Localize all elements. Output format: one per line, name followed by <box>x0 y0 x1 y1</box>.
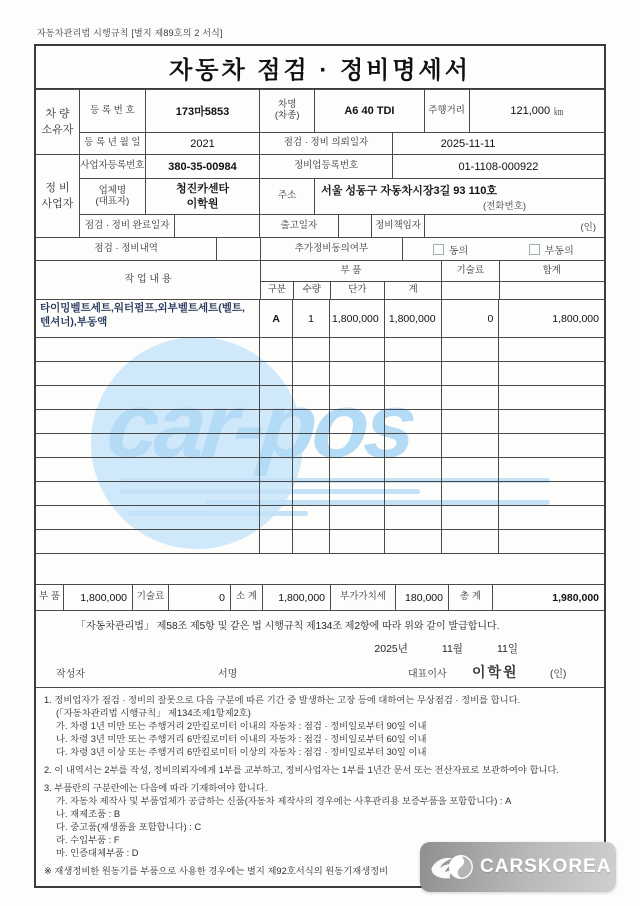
empty-cell <box>385 530 442 553</box>
work-qty: 1 <box>293 300 330 337</box>
empty-cell <box>260 362 293 385</box>
work-row <box>36 299 604 337</box>
writer-label: 작성자 <box>56 669 85 680</box>
qty-header: 수량 <box>294 282 331 299</box>
empty-cell <box>442 338 500 361</box>
representative-name: 이학원 <box>186 197 219 210</box>
total-subheader-empty <box>500 282 604 299</box>
empty-cell <box>330 386 385 409</box>
request-date-label: 점검 · 정비 의뢰일자 <box>260 133 392 154</box>
note-line: 마. 인증대체부품 : D <box>56 848 139 858</box>
regulation-note: 자동차관리법 시행규칙 [별지 제89호의 2 서식] <box>37 28 223 38</box>
address-value: 서울 성동구 자동차시장3길 93 110호 <box>321 184 497 197</box>
work-table-header <box>36 260 604 299</box>
work-total: 1,800,000 <box>552 312 599 325</box>
empty-cell <box>442 482 500 505</box>
carskorea-logo-icon <box>428 849 480 885</box>
reg-date-label: 등 록 년 월 일 <box>80 133 146 154</box>
empty-cell <box>293 434 330 457</box>
empty-cell <box>499 482 604 505</box>
work-category: A <box>260 300 293 337</box>
empty-cell <box>499 338 604 361</box>
release-date-value <box>339 215 372 237</box>
work-column-header: 작 업 내 용 <box>36 261 261 299</box>
empty-work-row <box>36 385 604 409</box>
mileage-value: 121,000 ㎞ <box>510 105 564 117</box>
note-line: ※ 재생정비한 원동기를 부품으로 사용한 경우에는 별지 제92호서식의 원동기재생정비 <box>44 866 389 876</box>
page-title: 자동차 점검 · 정비명세서 <box>169 56 471 84</box>
totals-row <box>36 584 604 610</box>
empty-cell <box>36 338 260 361</box>
empty-cell <box>385 458 442 481</box>
note-line: 1. 정비업자가 점검 · 정비의 잘못으로 다음 구분에 따른 기간 중 발생하는 고장 등에 대하여는 무상점검 · 정비를 합니다. <box>44 695 521 705</box>
totals-subtotal-value: 1,800,000 <box>263 585 331 610</box>
empty-cell <box>260 410 293 433</box>
company-name: 청진카센타 <box>175 183 230 196</box>
empty-cell <box>36 410 260 433</box>
empty-cell <box>36 434 260 457</box>
vehicle-name-label: 차명 (차종) <box>260 90 315 132</box>
empty-cell <box>36 458 260 481</box>
totals-parts-value: 1,800,000 <box>64 585 133 610</box>
empty-cell <box>293 506 330 529</box>
empty-cell <box>36 386 260 409</box>
empty-cell <box>293 530 330 553</box>
note-line: 라. 수입부품 : F <box>56 835 120 845</box>
empty-cell <box>293 482 330 505</box>
note-line: 2. 이 내역서는 2부를 작성, 정비의뢰자에게 1부를 교부하고, 정비사업자는 1부를 1년간 문서 또는 전산자료로 보관하여야 합니다. <box>44 765 559 775</box>
work-unit-price: 1,800,000 <box>330 300 385 337</box>
total-header: 합계 <box>542 264 561 276</box>
ceo-name: 이학원 <box>472 666 519 681</box>
category-header: 구분 <box>261 282 294 299</box>
ceo-label: 대표이사 <box>408 669 447 680</box>
reg-date-value: 2021 <box>146 133 261 154</box>
mileage-label: 주행거리 <box>425 90 470 132</box>
empty-cell <box>385 338 442 361</box>
mileage-unit: ㎞ <box>554 106 564 117</box>
address-cell <box>315 179 604 214</box>
statement-form <box>34 44 606 888</box>
work-labor: 0 <box>442 300 500 337</box>
agree-label: 동의 <box>448 245 469 257</box>
empty-cell <box>36 362 260 385</box>
empty-cell <box>260 506 293 529</box>
empty-cell <box>36 506 260 529</box>
service-provider-label-2: 사업자 <box>41 198 74 210</box>
empty-cell <box>293 338 330 361</box>
carpos-watermark-text: car-pos <box>102 375 418 477</box>
issue-day: 11일 <box>496 642 518 655</box>
totals-grand-value: 1,980,000 <box>552 591 599 604</box>
service-reg-label: 정비업등록번호 <box>260 155 393 178</box>
empty-cell <box>385 482 442 505</box>
empty-cell <box>260 482 293 505</box>
empty-rows-container <box>36 337 604 553</box>
empty-cell <box>385 506 442 529</box>
note-line: (「자동차관리법 시행규칙」 제134조제1항제2호) <box>56 708 251 718</box>
empty-work-row <box>36 337 604 361</box>
totals-parts-label: 부 품 <box>36 585 64 610</box>
disagree-label: 부동의 <box>544 245 574 257</box>
empty-work-row <box>36 481 604 505</box>
empty-cell <box>499 458 604 481</box>
issuance-statement-row <box>36 610 604 637</box>
issuance-statement: 「자동차관리법」 제58조 제5항 및 같은 법 시행규칙 제134조 제2항에 따라 위와 같이 발급합니다. <box>76 620 500 632</box>
vehicle-owner-section-label <box>36 90 80 154</box>
labor-subheader-empty <box>442 282 500 299</box>
empty-cell <box>442 434 500 457</box>
service-provider-label-1: 정 비 <box>45 181 70 194</box>
manager-seal: (인) <box>580 222 597 233</box>
empty-cell <box>499 506 604 529</box>
manager-label: 정비책임자 <box>372 215 426 237</box>
title-row <box>36 46 604 89</box>
details-label: 점검 · 정비내역 <box>36 238 217 260</box>
release-date-label: 출고일자 <box>260 215 339 237</box>
totals-subtotal-label: 소 계 <box>231 585 263 610</box>
empty-cell <box>499 410 604 433</box>
details-consent-row <box>36 237 604 260</box>
totals-labor-label: 기술료 <box>133 585 169 610</box>
empty-work-row <box>36 361 604 385</box>
empty-cell <box>293 362 330 385</box>
empty-work-row <box>36 505 604 529</box>
work-line-total: 1,800,000 <box>385 300 442 337</box>
empty-work-row <box>36 529 604 553</box>
totals-labor-value: 0 <box>169 585 231 610</box>
totals-grand-label: 총 계 <box>449 585 493 610</box>
empty-cell <box>330 530 385 553</box>
empty-cell <box>442 530 500 553</box>
biz-reg-label: 사업자등록번호 <box>80 155 146 178</box>
note-line: 다. 차령 3년 이상 또는 주행거리 6만킬로미터 이상의 자동차 : 점검 · 정비일로부터 30일 이내 <box>56 747 427 757</box>
biz-reg-value: 380-35-00984 <box>146 155 261 178</box>
vehicle-owner-block <box>36 89 604 154</box>
empty-cell <box>385 434 442 457</box>
empty-cell <box>260 338 293 361</box>
service-provider-section-label <box>36 155 80 237</box>
note-line: 가. 자동차 제작사 및 부품업체가 공급하는 신품(자동차 제작사의 경우에는 사후관리용 보증부품을 포함합니다) : A <box>56 796 512 806</box>
carskorea-badge <box>420 842 616 892</box>
vehicle-name-value: A6 40 TDI <box>315 90 425 132</box>
empty-cell <box>293 410 330 433</box>
empty-work-row <box>36 457 604 481</box>
line-total-header: 계 <box>385 282 442 299</box>
empty-cell <box>330 482 385 505</box>
empty-cell <box>499 362 604 385</box>
note-line: 나. 차령 3년 미만 또는 주행거리 6만킬로미터 이내의 자동차 : 점검 · 정비일로부터 60일 이내 <box>56 734 427 744</box>
empty-cell <box>442 506 500 529</box>
carskorea-badge-text: CARSKOREA <box>480 856 612 877</box>
consent-label: 추가정비동의여부 <box>261 238 403 260</box>
empty-cell <box>293 458 330 481</box>
reg-no-label: 등 록 번 호 <box>80 90 146 132</box>
note-line: 가. 차령 1년 미만 또는 주행거리 2만킬로미터 이내의 자동차 : 점검 · 정비일로부터 90일 이내 <box>56 721 427 731</box>
service-provider-block <box>36 154 604 237</box>
empty-cell <box>260 434 293 457</box>
writer-row <box>36 659 604 687</box>
complete-date-value <box>175 215 259 237</box>
empty-cell <box>330 434 385 457</box>
empty-cell <box>293 386 330 409</box>
empty-cell <box>442 410 500 433</box>
empty-cell <box>442 458 500 481</box>
parts-group-header: 부 품 <box>261 261 442 281</box>
complete-date-label: 점검 · 정비 완료일자 <box>80 215 175 237</box>
company-label: 업체명 (대표자) <box>80 179 146 214</box>
totals-vat-label: 부가가치세 <box>331 585 396 610</box>
issue-month: 11월 <box>441 642 463 655</box>
issuance-date-row <box>36 637 604 659</box>
agree-option[interactable] <box>433 242 468 257</box>
empty-cell <box>385 362 442 385</box>
empty-cell <box>442 362 500 385</box>
empty-cell <box>36 530 260 553</box>
empty-cell <box>330 458 385 481</box>
address-label: 주소 <box>260 179 315 214</box>
note-line: 3. 부품란의 구분란에는 다음에 따라 기재하여야 합니다. <box>44 783 268 793</box>
empty-cell <box>330 506 385 529</box>
empty-cell <box>260 458 293 481</box>
empty-cell <box>260 530 293 553</box>
empty-cell <box>385 386 442 409</box>
empty-cell <box>499 386 604 409</box>
note-line: 다. 중고품(재생품을 포함합니다) : C <box>56 822 202 832</box>
details-empty <box>217 238 261 260</box>
issue-year: 2025년 <box>374 642 408 655</box>
seal-label: (인) <box>550 669 567 680</box>
unit-price-header: 단가 <box>331 282 386 299</box>
disagree-checkbox[interactable] <box>529 244 540 255</box>
empty-cell <box>385 410 442 433</box>
empty-cell <box>442 386 500 409</box>
empty-cell <box>499 434 604 457</box>
empty-cell <box>330 410 385 433</box>
reg-no-value: 173마5853 <box>146 90 261 132</box>
signature-label: 서명 <box>218 669 238 680</box>
consent-options <box>403 238 604 260</box>
company-value <box>146 179 261 214</box>
request-date-value: 2025-11-11 <box>440 137 496 150</box>
vehicle-owner-label-2: 소유자 <box>41 124 74 136</box>
disagree-option[interactable] <box>529 242 574 257</box>
work-description: 타이밍벨트세트,워터펌프,외부벨트세트(벨트, 텐셔너),부동액 <box>36 300 260 337</box>
empty-cell <box>36 482 260 505</box>
blank-band <box>36 553 604 584</box>
vehicle-owner-label-1: 차 량 <box>45 107 70 120</box>
phone-label: (전화번호) <box>483 200 527 212</box>
empty-cell <box>330 362 385 385</box>
empty-work-row <box>36 433 604 457</box>
empty-cell <box>499 530 604 553</box>
totals-vat-value: 180,000 <box>396 585 449 610</box>
empty-work-row <box>36 409 604 433</box>
labor-header: 기술료 <box>442 261 500 281</box>
agree-checkbox[interactable] <box>433 244 444 255</box>
empty-cell <box>330 338 385 361</box>
service-reg-value: 01-1108-000922 <box>458 160 539 173</box>
empty-cell <box>260 386 293 409</box>
note-line: 나. 재제조품 : B <box>56 809 121 819</box>
